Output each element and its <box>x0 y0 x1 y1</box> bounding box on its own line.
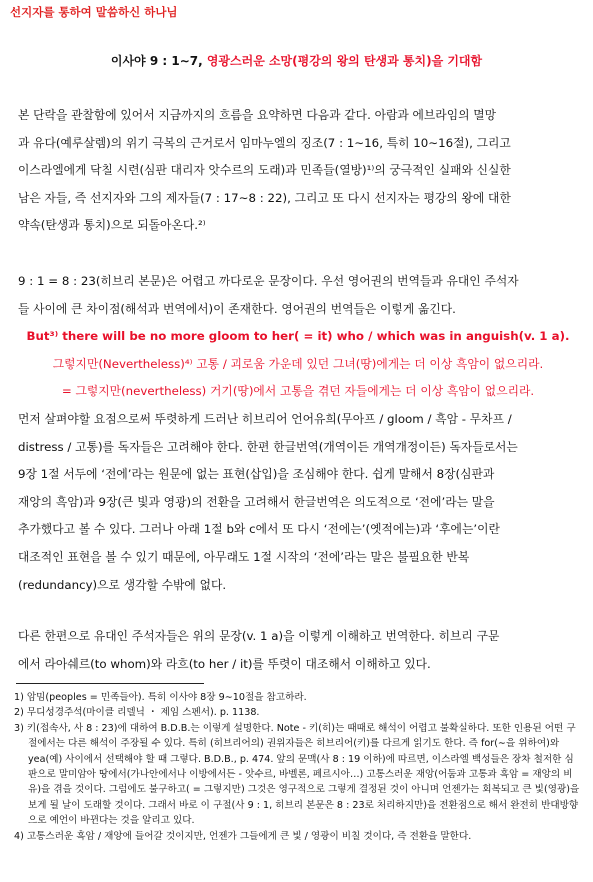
paragraph-1 <box>18 102 578 240</box>
page-title <box>0 52 593 69</box>
title-highlight: 영광스러운 소망(평강의 왕의 탄생과 통치)을 기대함 <box>206 54 483 68</box>
footnote-4: 4) 고통스러운 흑암 / 재앙에 들어갈 것이지만, 언젠가 그들에게 큰 빛 / 영광이 비칠 것이다, 즉 전환을 말한다. <box>14 830 472 842</box>
korean-translation-line-alt: = 그렇지만(nevertheless) 거기(땅)에서 고통을 겪던 자들에게는 더 이상 흑암이 없으리라. <box>61 384 535 399</box>
paragraph-line: 과 유다(예루살렘)의 위기 극복의 근거로서 임마누엘의 징조(7 : 1∼16, 특히 10∼16절), 그리고 <box>18 135 511 150</box>
paragraph-line: 다른 한편으로 유대인 주석자들은 위의 문장(v. 1 a)을 이렇게 이해하고 번역한다. 히브리 구문 <box>18 629 500 643</box>
paragraph-line: 대조적인 표현을 볼 수 있기 때문에, 아무래도 1절 시작의 ‘전에’라는 말은 불필요한 반복 <box>18 549 470 564</box>
footnote-2: 2) 무디성경주석(마이클 리델닉 ・ 제임 스펜서). p. 1138. <box>14 707 260 719</box>
english-translation-line: But³⁾ there will be no more gloom to her( = it) who / which was in anguish(v. 1 a). <box>26 329 570 344</box>
paragraph-line: 먼저 살펴야할 요점으로써 뚜렷하게 드러난 히브리어 언어유희(무아프 / gloom / 흑암 - 무차프 / <box>18 411 512 426</box>
footnotes <box>14 690 580 844</box>
paragraph-line: 남은 자들, 즉 선지자와 그의 제자들(7 : 17∼8 : 22), 그리고 또 다시 선지자는 평강의 왕에 대한 <box>18 190 511 205</box>
korean-translation-line: 그렇지만(Nevertheless)⁴⁾ 고통 / 괴로움 가운데 있던 그녀(땅)에게는 더 이상 흑암이 없으리라. <box>52 356 544 371</box>
paragraph-3 <box>18 623 578 678</box>
paragraph-line: 본 단락을 관찰함에 있어서 지금까지의 흐름을 요약하면 다음과 같다. 아람과 에브라임의 멸망 <box>18 108 497 122</box>
paragraph-line: 9 : 1 = 8 : 23(히브리 본문)은 어렵고 까다로운 문장이다. 우선 영어권의 번역들과 유대인 주석자 <box>18 274 519 288</box>
title-prefix: 이사야 9 : 1∼7, <box>110 54 207 68</box>
paragraph-line: 에서 라아쉐르(to whom)와 라흐(to her / it)를 뚜렷이 대조해서 이해하고 있다. <box>18 656 431 671</box>
paragraph-line: 이스라엘에게 닥칠 시련(심판 대리자 앗수르의 도래)과 민족들(열방)¹⁾의 궁극적인 실패와 신실한 <box>18 163 511 178</box>
paragraph-line: 재앙의 흑암)과 9장(큰 빛과 영광)의 전환을 고려해서 한글번역은 의도적으로 ‘전에’라는 말을 <box>18 494 495 509</box>
paragraph-line: (redundancy)으로 생각할 수밖에 없다. <box>18 577 227 592</box>
series-header: 선지자를 통하여 말씀하신 하나님 <box>10 5 178 19</box>
paragraph-line: 추가했다고 볼 수 있다. 그러나 아래 1절 b와 c에서 또 다시 ‘전에는’(옛적에는)과 ‘후에는’이란 <box>18 522 500 537</box>
paragraph-line: distress / 고통)를 독자들은 고려해야 한다. 한편 한글번역(개역이든 개역개정이든) 독자들로서는 <box>18 439 518 454</box>
footnote-3: 3) 키(접속사, 사 8 : 23)에 대하여 B.D.B.는 이렇게 설명한다. Note - 키(히)는 때때로 해석이 어렵고 불확실하다. 또한 인용된 어떤 구절에서는 다른 해석이 주장될 수 있다. 특히 (히브리어의) 권위자들은 히브리어(키)를 다르게 읽기도 한다. 즉 for(∼을 위하여)와 yea(예) 사이에서 선택해야 할 때 그렇다. B.D.B., p. 474. 앞의 문맥(사 8 : 19 이하)에 따르면, 이스라엘 백성들은 장차 철저한 심판으로 말미암아 땅에서(가나안에서나 이방에서든 - 앗수르, 바벨론, 페르시아…) 고통스러운 재앙(어둠과 고통과 흑암 = 재앙의 비유)을 겪을 것이다. 그럼에도 불구하고( = 그렇지만) 그것은 영구적으로 그렇게 결정된 것이 아니며 언젠가는 회복되고 큰 빛(영광)을 보게 될 날이 도래할 것이다. 그래서 바로 이 구절(사 9 : 1, 히브리 본문은 8 : 23로 처리하지만)을 전환점으로 해서 완전히 반대방향으로 예언이 바뀐다는 것을 알리고 있다. <box>14 722 580 827</box>
paragraph-line: 들 사이에 큰 차이점(해석과 번역에서)이 존재한다. 영어권의 번역들은 이렇게 옮긴다. <box>18 301 456 316</box>
paragraph-2 <box>18 268 578 599</box>
footnote-divider <box>16 683 204 684</box>
footnote-1: 1) 암밈(peoples = 민족들아). 특히 이사야 8장 9∼10절을 참고하라. <box>14 692 307 703</box>
paragraph-line: 약속(탄생과 통치)으로 되돌아온다.²⁾ <box>18 218 206 233</box>
paragraph-line: 9장 1절 서두에 ‘전에’라는 원문에 없는 표현(삽입)을 조심해야 한다. 쉽게 말해서 8장(심판과 <box>18 467 495 482</box>
